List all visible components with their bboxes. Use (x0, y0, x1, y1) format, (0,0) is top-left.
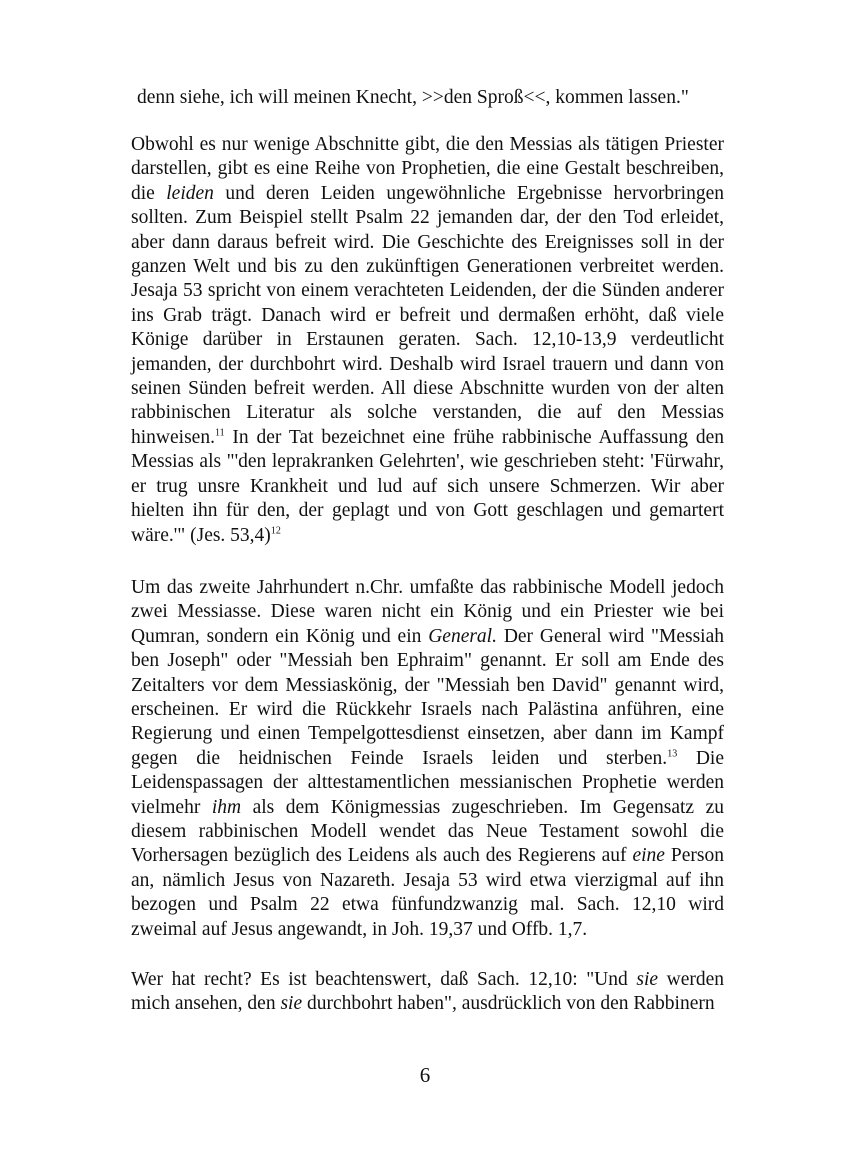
paragraph-2-part-1: Um das zweite Jahrhundert n.Chr. umfaßte das rabbinische Modell jedoch zwei Messiasse. Diese waren nicht ein König und ein Priester wie bei Qumran, sondern ein König und ein (131, 577, 724, 647)
paragraph-1-text (131, 133, 724, 548)
footnote-ref-12: 12 (270, 525, 281, 536)
paragraph-3-part-1: Wer hat recht? Es ist beachtenswert, daß Sach. 12,10: "Und (131, 969, 637, 990)
paragraph-2-part-4: als dem Königmessias zugeschrieben. Im Gegensatz zu diesem rabbinischen Modell wendet das Neue Testament sowohl die Vorhersagen bezüglich des Leidens als auch des Regierens auf (131, 796, 724, 867)
footnote-ref-11: 11 (214, 427, 225, 439)
paragraph-2-part-5: Person an, nämlich Jesus von Nazareth. Jesaja 53 wird etwa vierzigmal auf ihn bezogen und Psalm 22 etwa fünfundzwanzig mal. Sach. 12,10 wird zweimal auf Jesus angewandt, in Joh. 19,37 und Offb. 1,7. (131, 845, 724, 940)
paragraph-3-text (131, 968, 724, 1017)
paragraph-2-text (131, 576, 724, 942)
intro-line-text: denn siehe, ich will meinen Knecht, >>den Sproß<<, kommen lassen." (137, 87, 689, 108)
paragraph-1-emphasis-1: leiden (166, 182, 214, 204)
paragraph-3-emphasis-1: sie (636, 969, 659, 990)
paragraph-3-part-2: werden mich ansehen, den (131, 969, 724, 1015)
paragraph-2-part-2: Der General wird "Messiah ben Joseph" oder "Messiah ben Ephraim" genannt. Er soll am Ende des Zeitalters vor dem Messiaskönig, der "Messiah ben David" genannt wird, erscheinen. Er wird die Rückkehr Israels nach Palästina anführen, eine Regierung und einen Tempelgottesdienst einsetzen, aber dann im Kampf gegen die heidnischen Feinde Israels leiden und sterben. (131, 625, 724, 769)
paragraph-3 (131, 968, 724, 1017)
paragraph-3-emphasis-2: sie (280, 993, 303, 1015)
paragraph-2-part-3: Die Leidenspassagen der alttestamentlichen messianischen Prophetie werden vielmehr (131, 747, 725, 818)
intro-line (131, 86, 730, 110)
paragraph-1-part-2: und deren Leiden ungewöhnliche Ergebnisse hervorbringen sollten. Zum Beispiel stellt Psalm 22 jemanden dar, der den Tod erleidet, aber dann daraus befreit wird. Die Geschichte des Ereignisses soll in der ganzen Welt und bis zu den zukünftigen Generationen verbreitet werden. Jesaja 53 spricht von einem verachteten Leidenden, der die Sünden anderer ins Grab trägt. Danach wird er befreit und dermaßen erhöht, daß viele Könige darüber in Erstaunen geraten. Sach. 12,10-13,9 verdeutlicht jemanden, der durchbohrt wird. Deshalb wird Israel trauern und dann von seinen Sünden befreit werden. All diese Abschnitte wurden von der alten rabbinischen Literatur als solche verstanden, die auf den Messias hinweisen. (131, 182, 724, 448)
paragraph-1-part-1: Obwohl es nur wenige Abschnitte gibt, die den Messias als tätigen Priester darstellen, gibt es eine Reihe von Prophetien, die eine Gestalt beschreiben, die (131, 134, 724, 204)
paragraph-1-part-3: In der Tat bezeichnet eine frühe rabbinische Auffassung den Messias als "'den leprakranken Gelehrten', wie geschrieben steht: 'Fürwahr, er trug unsre Krankheit und lud auf sich unsere Schmerzen. Wir aber hielten ihn für den, der geplagt und von Gott geschlagen und gemartert wäre.'" (Jes. 53,4) (131, 426, 724, 546)
paragraph-2-emphasis-3: eine (632, 845, 665, 867)
paragraph-2-emphasis-2: ihm (211, 796, 242, 818)
footnote-ref-13: 13 (667, 748, 678, 760)
paragraph-2 (131, 576, 724, 942)
paragraph-3-part-3: durchbohrt haben", ausdrücklich von den Rabbinern (302, 993, 715, 1015)
page-number: 6 (419, 1063, 431, 1087)
paragraph-1 (131, 133, 724, 548)
paragraph-2-emphasis-1: General. (428, 625, 497, 647)
